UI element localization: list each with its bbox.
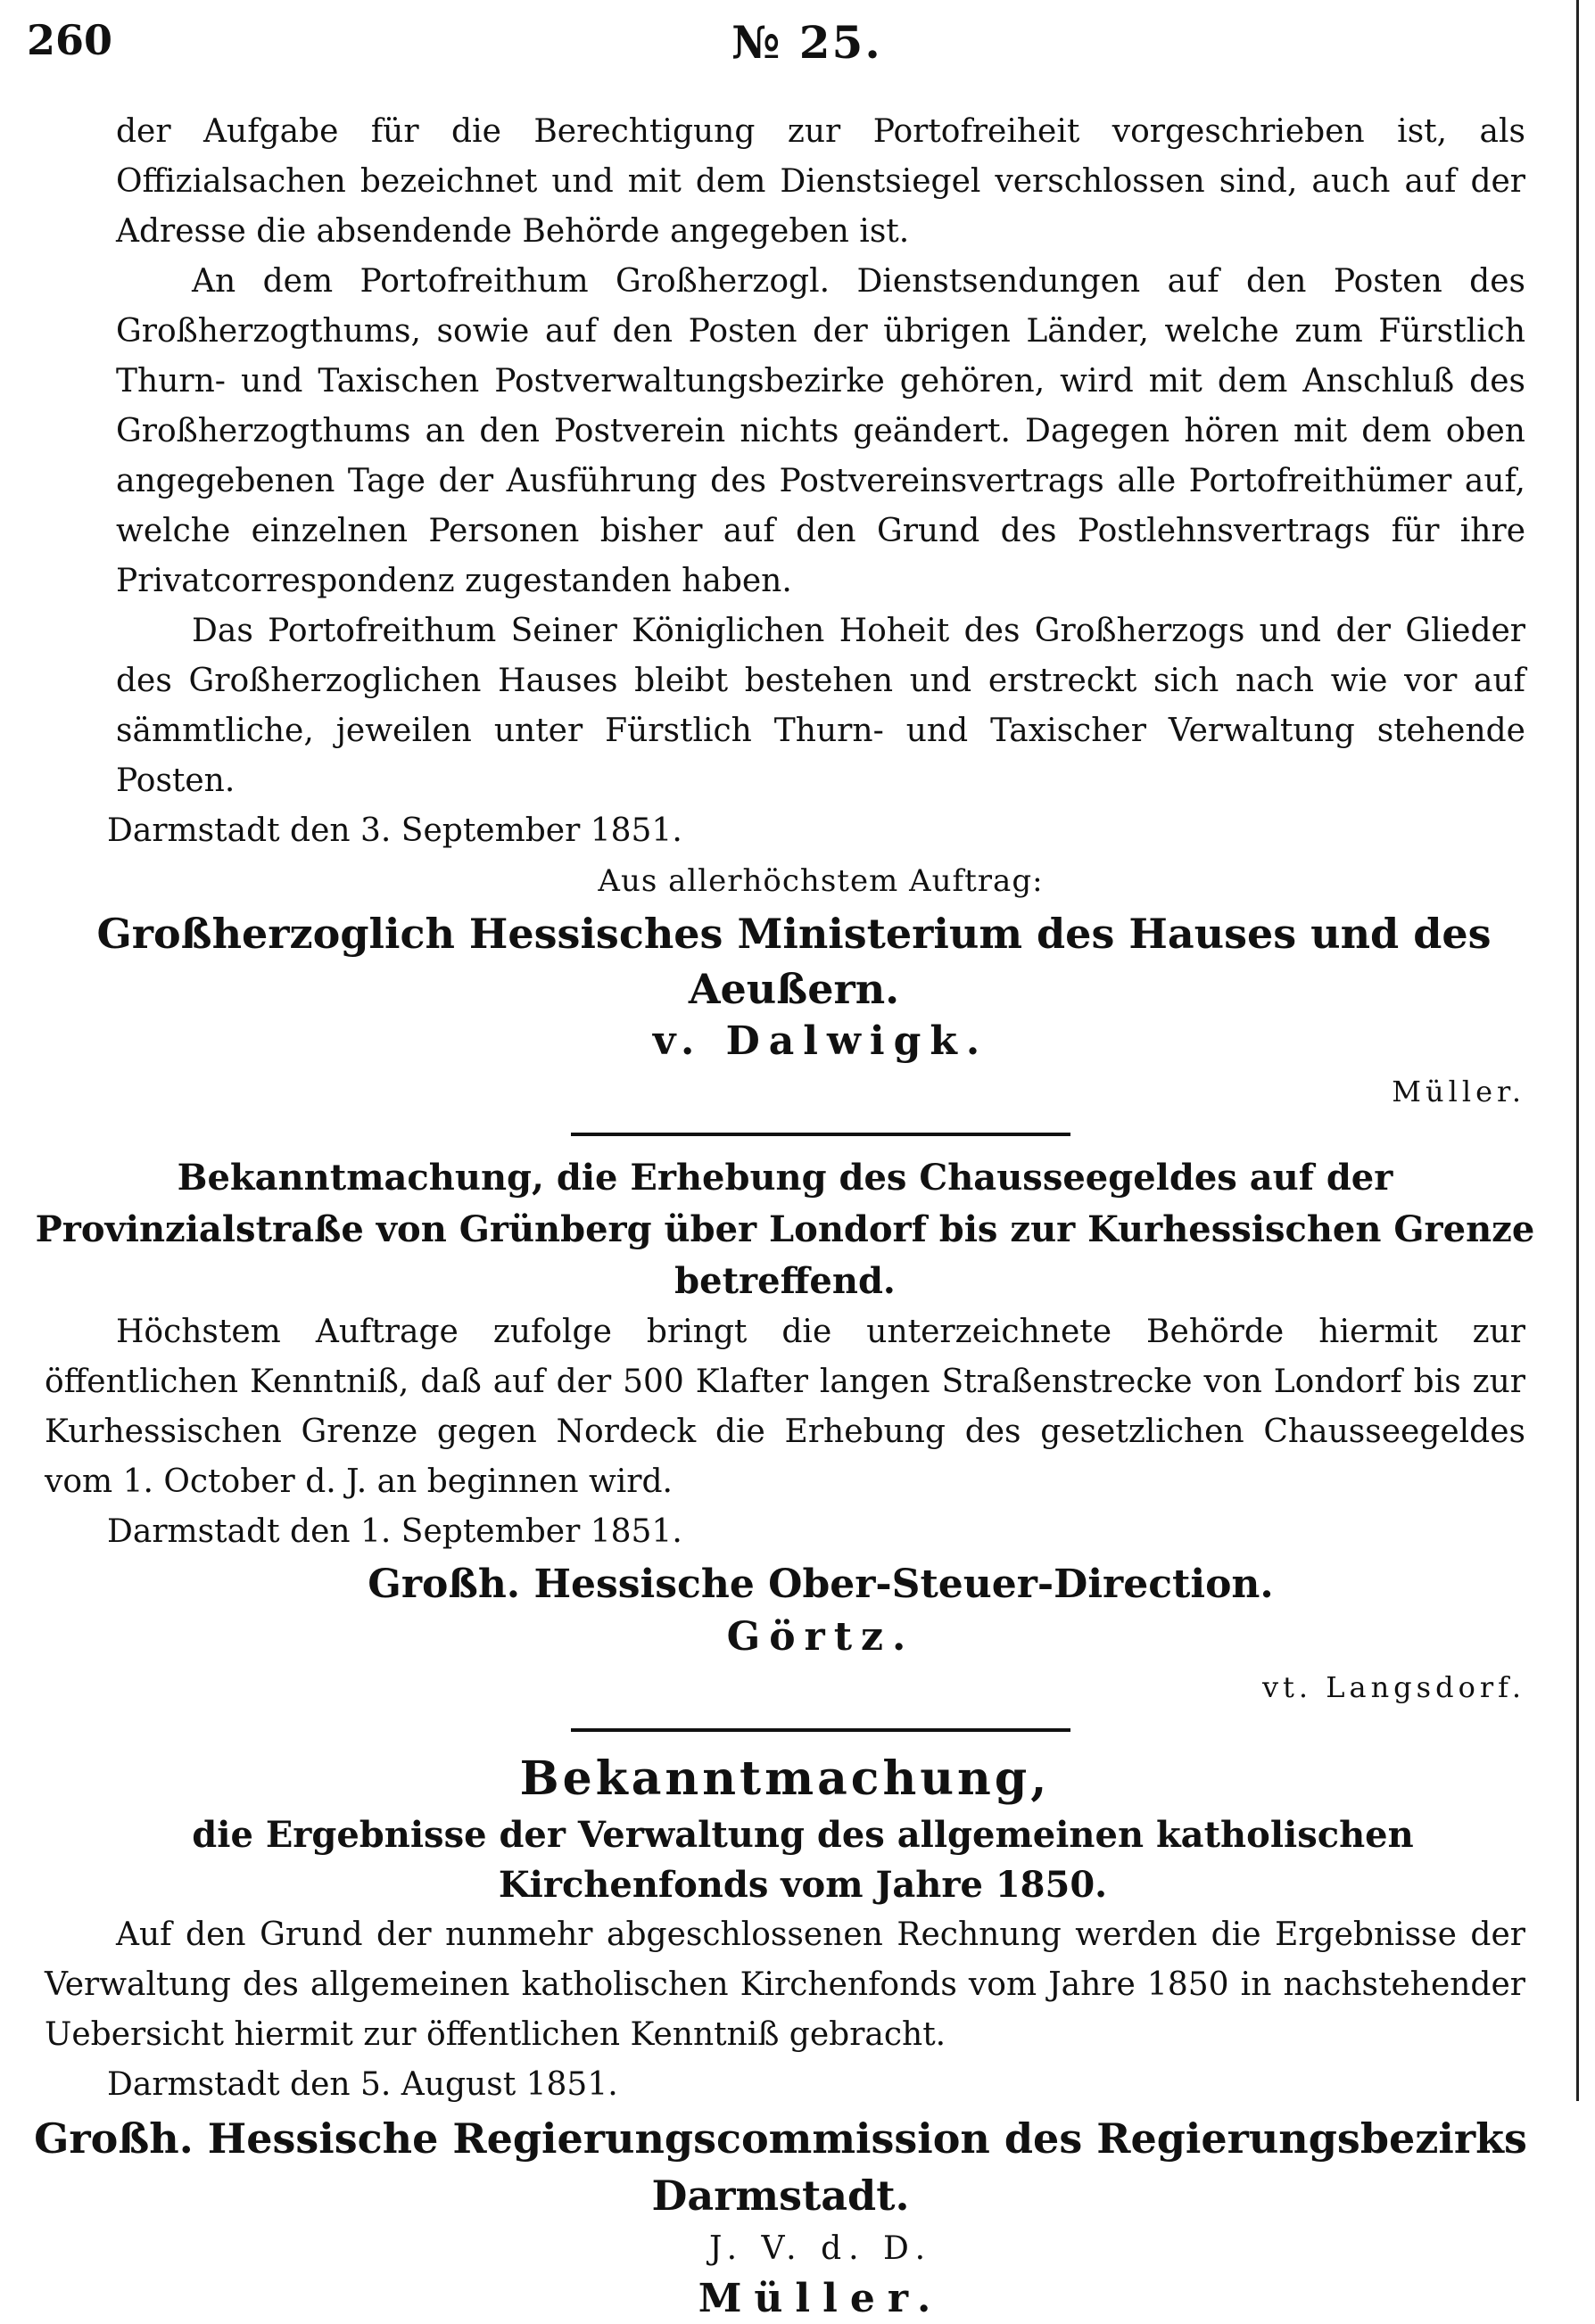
notice-title-kirchenfonds: Bekanntmachung, [519,1751,1051,1806]
notice-body-kirchenfonds: Auf den Grund der nunmehr abgeschlossenen Rechnung werden die Ergebnisse der Verwaltung des allgemeinen katholischen Kirchenfonds vom Jahre 1850 in nachstehender Uebersicht hiermit zur öffentlichen Kenntniß gebracht. [45,1916,1525,2053]
dateline-3: Darmstadt den 5. August 1851. [107,2066,618,2103]
issue-number: № 25. [731,16,882,69]
section-divider [571,1133,1070,1136]
order-line: Aus allerhöchstem Auftrag: [598,863,1044,899]
page-content [34,107,1535,2324]
co-signer-langsdorf: vt. Langsdorf. [1261,1670,1525,1704]
page-edge-line [1576,0,1579,2101]
ministry-authority: Großherzoglich Hessisches Ministerium des Hauses und des Aeußern. [96,910,1492,1013]
section-divider [571,1728,1070,1732]
notice-subtitle-kirchenfonds: die Ergebnisse der Verwaltung des allgemeinen katholischen Kirchenfonds vom Jahre 1850. [192,1814,1414,1906]
signer-dalwigk: v. Dalwigk. [652,1018,989,1064]
co-signer-mueller: Müller. [1392,1075,1525,1108]
regierung-authority: Großh. Hessische Regierungscommission des Regierungsbezirks Darmstadt. [34,2114,1527,2220]
paragraph-portofreithum-royal: Das Portofreithum Seiner Königlichen Hoheit des Großherzogs und der Glieder des Großherzoglichen Hauses bleibt bestehen und erstreckt sich nach wie vor auf sämmtliche, jeweilen unter Fürstlich Thurn- und Taxischer Verwaltung stehende Posten. [116,613,1525,799]
dateline-2: Darmstadt den 1. September 1851. [107,1513,682,1550]
signer-goertz: Görtz. [726,1614,915,1660]
notice-title-chausseegeld: Bekanntmachung, die Erhebung des Chausseegeldes auf der Provinzialstraße von Grünberg über Londorf bis zur Kurhessischen Grenze betreffend. [35,1157,1535,1302]
signer-mueller-final: Müller. [698,2276,944,2321]
page-header [27,16,1543,70]
initials-jvdd: J. V. d. D. [708,2230,933,2267]
steuer-authority: Großh. Hessische Ober-Steuer-Direction. [368,1562,1274,1607]
page-number: 260 [27,16,113,64]
dateline-1: Darmstadt den 3. September 1851. [107,812,682,849]
notice-body-chausseegeld: Höchstem Auftrage zufolge bringt die unterzeichnete Behörde hiermit zur öffentlichen Kenntniß, daß auf der 500 Klafter langen Straßenstrecke von Londorf bis zur Kurhessischen Grenze gegen Nordeck die Erhebung des gesetzlichen Chausseegeldes vom 1. October d. J. an beginnen wird. [45,1314,1525,1500]
paragraph-postal-offizial: der Aufgabe für die Berechtigung zur Portofreiheit vorgeschrieben ist, als Offizialsachen bezeichnet und mit dem Dienstsiegel verschlossen sind, auch auf der Adresse die absendende Behörde angegeben ist. [116,113,1525,250]
paragraph-portofreithum-dienstsendungen: An dem Portofreithum Großherzogl. Dienstsendungen auf den Posten des Großherzogthums, sowie auf den Posten der übrigen Länder, welche zum Fürstlich Thurn- und Taxischen Postverwaltungsbezirke gehören, wird mit dem Anschluß des Großherzogthums an den Postverein nichts geändert. Dagegen hören mit dem oben angegebenen Tage der Ausführung des Postvereinsvertrags alle Portofreithümer auf, welche einzelnen Personen bisher auf den Grund des Postlehnsvertrags für ihre Privatcorrespondenz zugestanden haben. [116,263,1525,599]
